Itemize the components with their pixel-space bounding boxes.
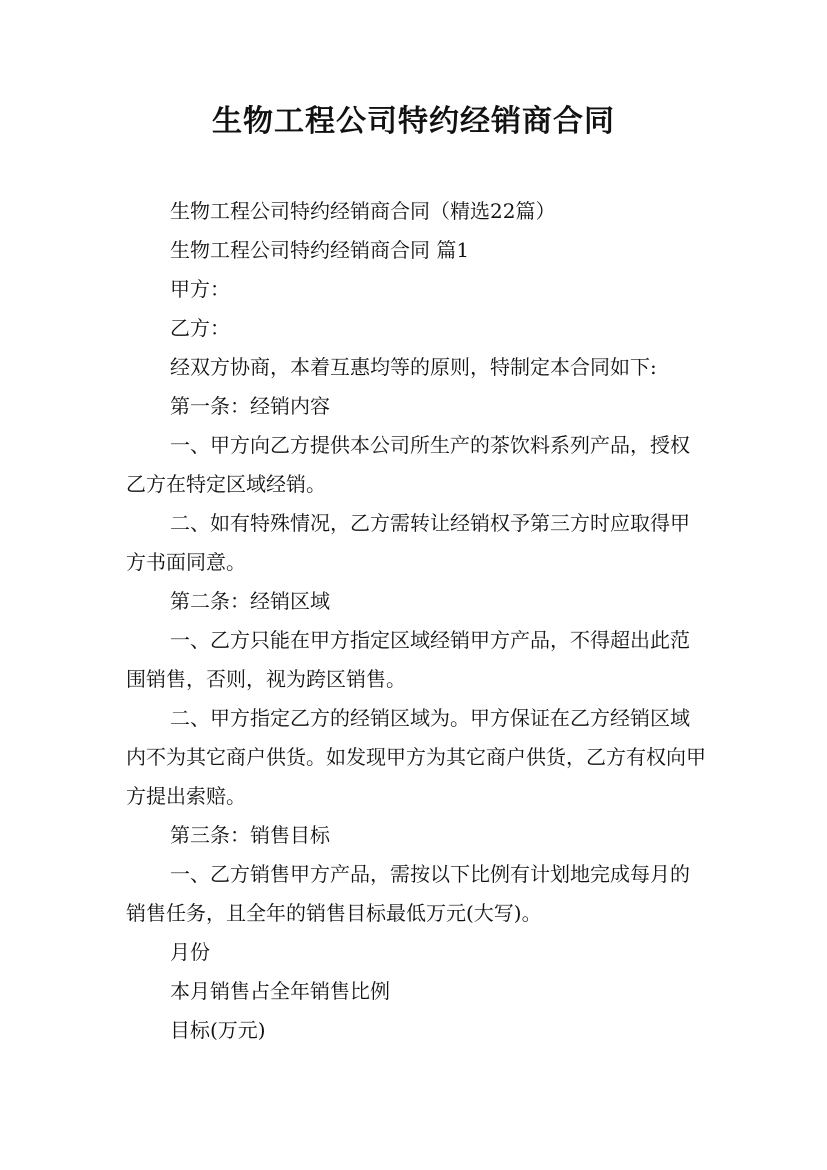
document-body xyxy=(126,192,706,1050)
paragraph-article-1-item-1: 一、甲方向乙方提供本公司所生产的茶饮料系列产品，授权乙方在特定区域经销。 xyxy=(126,433,690,496)
paragraph-party-b: 乙方： xyxy=(170,316,230,340)
paragraph-table-month: 月份 xyxy=(170,940,210,964)
paragraph-article-2-heading: 第二条：经销区域 xyxy=(170,589,330,613)
document-title: 生物工程公司特约经销商合同 xyxy=(212,104,615,139)
paragraph-table-target: 目标(万元) xyxy=(170,1018,266,1042)
paragraph-article-3-heading: 第三条：销售目标 xyxy=(170,823,330,847)
paragraph-article-1-item-2: 二、如有特殊情况，乙方需转让经销权予第三方时应取得甲方书面同意。 xyxy=(126,511,690,574)
paragraph-article-3-item-1: 一、乙方销售甲方产品，需按以下比例有计划地完成每月的销售任务，且全年的销售目标最低万元(大写)。 xyxy=(126,862,690,925)
paragraph-preamble: 经双方协商，本着互惠均等的原则，特制定本合同如下: xyxy=(170,355,657,379)
paragraph-party-a: 甲方： xyxy=(170,277,230,301)
paragraph-article-2-item-1: 一、乙方只能在甲方指定区域经销甲方产品，不得超出此范围销售，否则，视为跨区销售。 xyxy=(126,628,690,691)
paragraph-subtitle: 生物工程公司特约经销商合同（精选22篇） xyxy=(170,199,556,223)
paragraph-article-2-item-2: 二、甲方指定乙方的经销区域为。甲方保证在乙方经销区域内不为其它商户供货。如发现甲方为其它商户供货，乙方有权向甲方提出索赔。 xyxy=(126,706,706,808)
paragraph-article-1-heading: 第一条：经销内容 xyxy=(170,394,330,418)
paragraph-section-heading: 生物工程公司特约经销商合同 篇1 xyxy=(170,238,470,262)
paragraph-table-ratio: 本月销售占全年销售比例 xyxy=(170,979,390,1003)
